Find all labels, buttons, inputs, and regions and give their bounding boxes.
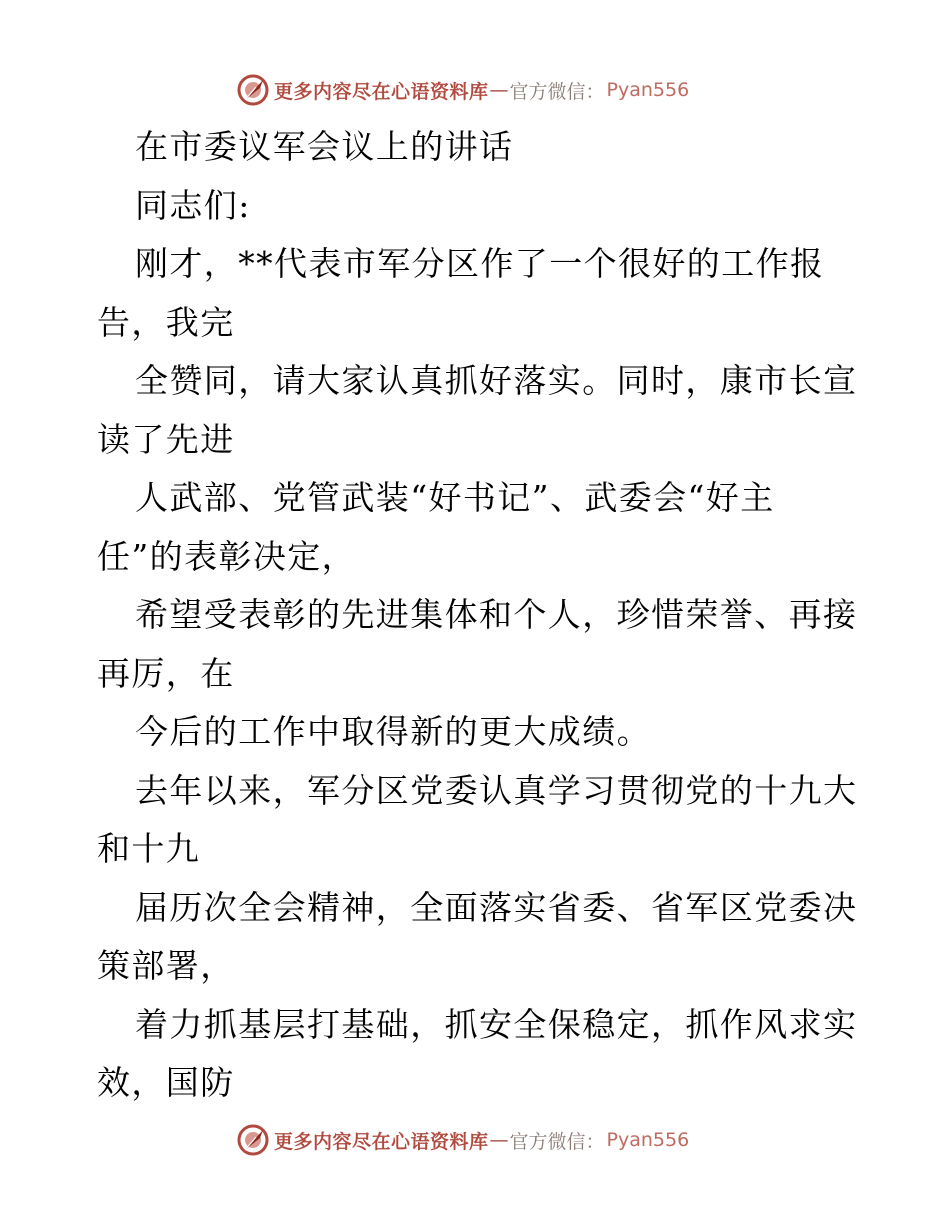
watermark-brand-text: 更多内容尽在心语资料库 — [274, 1130, 489, 1153]
paragraph-line: 效，国防 — [97, 1063, 235, 1102]
paragraph-line: 希望受表彰的先进集体和个人，珍惜荣誉、再接 — [135, 595, 858, 634]
watermark-separator: — — [489, 79, 509, 101]
watermark-wechat-label: 官方微信： — [509, 80, 605, 103]
paragraph-line: 人武部、党管武装“好书记”、武委会“好主 — [135, 478, 775, 517]
watermark-wechat-id: Pyan556 — [606, 1129, 690, 1151]
paragraph-line: 任”的表彰决定， — [97, 536, 357, 576]
paragraph-line: 读了先进 — [97, 419, 235, 459]
paragraph-line: 着力抓基层打基础，抓安全保稳定，抓作风求实 — [135, 1004, 858, 1044]
quill-logo-icon — [236, 1123, 270, 1157]
paragraph-line: 届历次全会精神，全面落实省委、省军区党委决 — [135, 887, 858, 927]
watermark-separator: — — [489, 1129, 509, 1151]
document-body — [97, 118, 897, 1113]
paragraph-line: 策部署， — [97, 946, 235, 985]
paragraph-line: 去年以来，军分区党委认真学习贯彻党的十九大 — [135, 770, 858, 810]
paragraph-line: 告，我完 — [97, 302, 235, 342]
footer-watermark — [236, 1123, 689, 1157]
paragraph-line: 全赞同，请大家认真抓好落实。同时，康市长宣 — [135, 361, 858, 400]
document-title: 在市委议军会议上的讲话 — [135, 127, 514, 166]
quill-logo-icon — [236, 73, 270, 107]
paragraph-line: 再厉，在 — [97, 653, 235, 693]
watermark-brand-text: 更多内容尽在心语资料库 — [274, 80, 489, 103]
salutation: 同志们: — [135, 185, 251, 225]
paragraph-line: 刚才，**代表市军分区作了一个很好的工作报 — [135, 244, 825, 283]
watermark-wechat-label: 官方微信： — [509, 1130, 605, 1153]
paragraph-line: 和十九 — [97, 829, 201, 868]
watermark-wechat-id: Pyan556 — [606, 79, 690, 101]
paragraph-line: 今后的工作中取得新的更大成绩。 — [135, 712, 651, 751]
header-watermark — [236, 73, 689, 107]
